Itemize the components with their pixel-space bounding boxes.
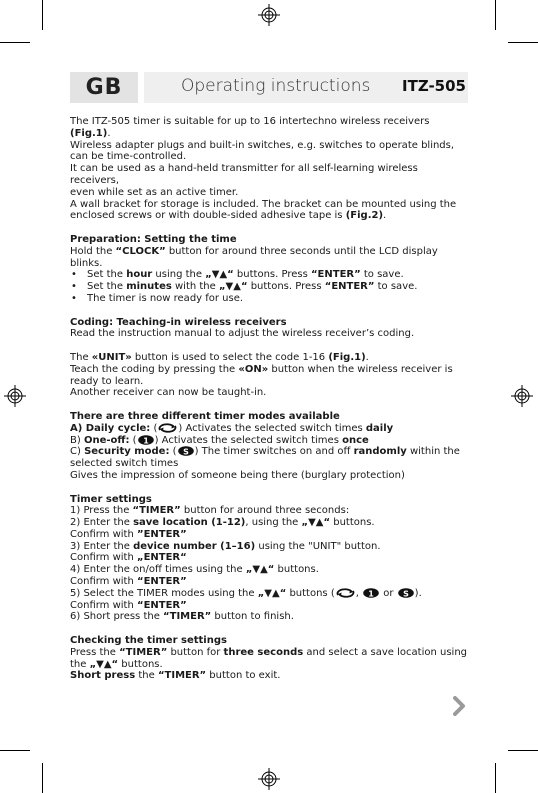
instructions-body [70, 116, 470, 682]
intro-line: enclosed screws or with double-sided adhesive tape is (Fig.2). [70, 210, 387, 222]
timer-step: 4) Enter the on/off times using the „▼▲“ buttons. [70, 564, 319, 576]
timer-step: 1) Press the “TIMER” button for around three seconds: [70, 505, 350, 517]
registration-mark-icon [511, 385, 533, 407]
intro-line: The ITZ-505 timer is suitable for up to 16 intertechno wireless receivers (Fig.1). [70, 116, 430, 139]
check-line: Press the “TIMER” button for three seconds and select a save location using [70, 646, 468, 658]
registration-mark-icon [4, 385, 26, 407]
timer-confirm: Confirm with „ENTER“ [70, 552, 187, 564]
coding-line: ready to learn. [70, 375, 144, 387]
security-mode-icon [398, 588, 414, 598]
crop-mark [508, 42, 538, 43]
coding-line: Another receiver can now be taught-in. [70, 387, 267, 399]
intro-line: Wireless adapter plugs and built-in switches, e.g. switches to operate blinds, [70, 139, 455, 151]
crop-mark [495, 763, 496, 793]
section-heading: Timer settings [70, 493, 152, 505]
language-code: GB [85, 75, 123, 100]
check-line: Short press the “TIMER” button to exit. [70, 670, 281, 682]
crop-mark [0, 750, 30, 751]
page-title: Operating instructions [181, 76, 371, 96]
timer-step: 6) Short press the “TIMER” button to finish. [70, 611, 294, 623]
model-number: ITZ-505 [402, 77, 466, 95]
check-line: the „▼▲“ buttons. [70, 658, 163, 670]
registration-mark-icon [258, 768, 280, 790]
prep-line: Hold the “CLOCK” button for around three seconds until the LCD display blinks. [70, 245, 438, 269]
mode-line: Gives the impression of someone being there (burglary protection) [70, 469, 405, 481]
daily-cycle-icon [158, 423, 177, 433]
daily-cycle-icon [336, 588, 355, 598]
timer-confirm: Confirm with “ENTER” [70, 576, 187, 588]
timer-confirm: Confirm with ”ENTER” [70, 528, 187, 540]
intro-line: can be time-controlled. [70, 151, 187, 163]
page-header [70, 72, 468, 103]
one-off-icon [363, 588, 379, 598]
crop-mark [0, 42, 30, 43]
list-item: • Set the minutes with the „▼▲“ buttons. Press “ENTER” to save. [70, 281, 470, 293]
svg-text:S: S [182, 447, 189, 457]
list-item: • The timer is now ready for use. [70, 293, 470, 305]
timer-step: 3) Enter the device number (1–16) using the "UNIT" button. [70, 540, 381, 552]
coding-line: Read the instruction manual to adjust the wireless receiver’s coding. [70, 328, 415, 340]
crop-mark [42, 0, 43, 30]
security-mode-icon [178, 446, 194, 456]
mode-line: selected switch times [70, 458, 179, 470]
intro-line: It can be used as a hand-held transmitter for all self-learning wireless receivers, [70, 163, 418, 186]
coding-line: Teach the coding by pressing the «ON» button when the wireless receiver is [70, 363, 453, 375]
registration-mark-icon [258, 4, 280, 26]
mode-daily: A) Daily cycle: ( ) Activates the selected switch times daily [70, 422, 394, 434]
intro-line: even while set as an active timer. [70, 186, 239, 198]
svg-text:S: S [402, 589, 409, 598]
crop-mark [495, 0, 496, 30]
language-badge [70, 72, 138, 103]
mode-security: C) Security mode: ( S ) The timer switches on and off randomly within the [70, 446, 460, 458]
svg-text:1: 1 [368, 589, 374, 598]
timer-step: 2) Enter the save location (1-12), using the „▼▲“ buttons. [70, 517, 375, 529]
crop-mark [508, 750, 538, 751]
svg-text:1: 1 [142, 435, 149, 445]
next-page-chevron-icon[interactable] [452, 696, 466, 716]
crop-mark [42, 763, 43, 793]
mode-one-off: B) One-off: ( 1 ) Activates the selected switch times once [70, 434, 369, 446]
coding-line: The «UNIT» button is used to select the code 1-16 (Fig.1). [70, 351, 369, 363]
list-item: • Set the hour using the „▼▲“ buttons. Press “ENTER” to save. [70, 269, 470, 281]
section-heading: Checking the timer settings [70, 635, 227, 647]
section-heading: Coding: Teaching-in wireless receivers [70, 316, 287, 328]
timer-confirm: Confirm with “ENTER” [70, 599, 187, 611]
section-heading: There are three different timer modes available [70, 410, 340, 422]
timer-step: 5) Select the TIMER modes using the „▼▲“ buttons ( , 1 or S ). [70, 587, 422, 599]
section-heading: Preparation: Setting the time [70, 233, 237, 245]
intro-line: A wall bracket for storage is included. The bracket can be mounted using the [70, 198, 457, 210]
one-off-icon [138, 435, 154, 445]
